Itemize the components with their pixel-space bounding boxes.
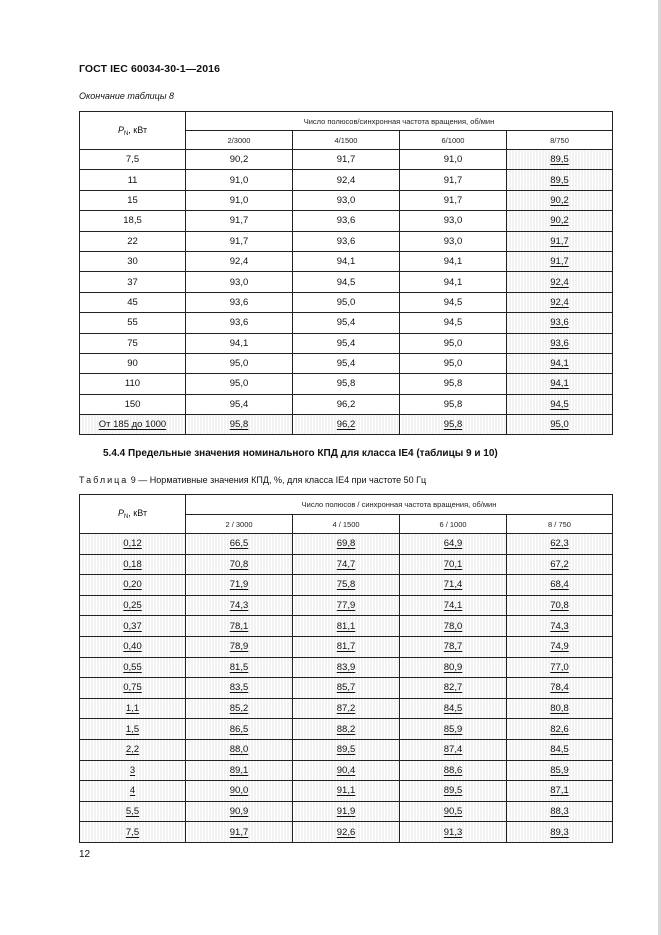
table-8 bbox=[79, 111, 613, 435]
efficiency-cell: 71,9 bbox=[186, 575, 293, 596]
column-header: 6/1000 bbox=[400, 131, 507, 150]
table-row bbox=[80, 719, 613, 740]
table-9 bbox=[79, 494, 613, 843]
efficiency-cell: 93,0 bbox=[400, 231, 507, 251]
efficiency-cell: 93,0 bbox=[293, 190, 400, 210]
column-header: 2/3000 bbox=[186, 131, 293, 150]
pole-speed-header: Число полюсов/синхронная частота вращения, об/мин bbox=[186, 112, 613, 131]
efficiency-cell: 90,2 bbox=[507, 211, 613, 231]
efficiency-cell: 92,6 bbox=[293, 822, 400, 843]
efficiency-cell: 90,2 bbox=[507, 190, 613, 210]
power-cell: 37 bbox=[80, 272, 186, 292]
power-cell: 2,2 bbox=[80, 739, 186, 760]
efficiency-cell: 89,5 bbox=[507, 170, 613, 190]
efficiency-cell: 86,5 bbox=[186, 719, 293, 740]
efficiency-cell: 68,4 bbox=[507, 575, 613, 596]
power-cell: 7,5 bbox=[80, 150, 186, 170]
column-header: 2 / 3000 bbox=[186, 515, 293, 534]
efficiency-cell: 94,5 bbox=[507, 394, 613, 414]
power-cell: 0,18 bbox=[80, 554, 186, 575]
efficiency-cell: 82,6 bbox=[507, 719, 613, 740]
efficiency-cell: 95,4 bbox=[293, 333, 400, 353]
efficiency-cell: 94,5 bbox=[400, 313, 507, 333]
section-heading: 5.4.4 Предельные значения номинального КПД для класса IE4 (таблицы 9 и 10) bbox=[103, 448, 498, 459]
efficiency-cell: 81,1 bbox=[293, 616, 400, 637]
efficiency-cell: 89,5 bbox=[293, 739, 400, 760]
table-row bbox=[80, 231, 613, 251]
efficiency-cell: 84,5 bbox=[400, 698, 507, 719]
efficiency-cell: 75,8 bbox=[293, 575, 400, 596]
power-cell: 22 bbox=[80, 231, 186, 251]
power-cell: 4 bbox=[80, 781, 186, 802]
efficiency-cell: 91,7 bbox=[400, 190, 507, 210]
efficiency-cell: 95,4 bbox=[293, 313, 400, 333]
efficiency-cell: 91,0 bbox=[186, 170, 293, 190]
power-cell: 0,20 bbox=[80, 575, 186, 596]
efficiency-cell: 83,5 bbox=[186, 678, 293, 699]
table-row bbox=[80, 374, 613, 394]
efficiency-cell: 95,0 bbox=[186, 374, 293, 394]
table-row bbox=[80, 575, 613, 596]
table-row bbox=[80, 353, 613, 373]
efficiency-cell: 90,9 bbox=[186, 801, 293, 822]
efficiency-cell: 74,7 bbox=[293, 554, 400, 575]
efficiency-cell: 92,4 bbox=[293, 170, 400, 190]
efficiency-cell: 74,9 bbox=[507, 636, 613, 657]
efficiency-cell: 88,0 bbox=[186, 739, 293, 760]
table-row bbox=[80, 394, 613, 414]
table-row bbox=[80, 678, 613, 699]
efficiency-cell: 91,1 bbox=[293, 781, 400, 802]
efficiency-cell: 85,9 bbox=[400, 719, 507, 740]
efficiency-cell: 74,1 bbox=[400, 595, 507, 616]
efficiency-cell: 85,2 bbox=[186, 698, 293, 719]
efficiency-cell: 91,9 bbox=[293, 801, 400, 822]
efficiency-cell: 70,1 bbox=[400, 554, 507, 575]
efficiency-cell: 88,6 bbox=[400, 760, 507, 781]
efficiency-cell: 82,7 bbox=[400, 678, 507, 699]
efficiency-cell: 94,5 bbox=[400, 292, 507, 312]
efficiency-cell: 70,8 bbox=[507, 595, 613, 616]
efficiency-cell: 95,8 bbox=[400, 374, 507, 394]
efficiency-cell: 96,2 bbox=[293, 415, 400, 435]
power-cell: От 185 до 1000 bbox=[80, 415, 186, 435]
efficiency-cell: 95,8 bbox=[400, 394, 507, 414]
table-row bbox=[80, 211, 613, 231]
power-cell: 150 bbox=[80, 394, 186, 414]
efficiency-cell: 95,8 bbox=[400, 415, 507, 435]
table-row bbox=[80, 554, 613, 575]
efficiency-cell: 88,2 bbox=[293, 719, 400, 740]
pn-header: $P_N$, кВт bbox=[80, 112, 186, 150]
efficiency-cell: 77,0 bbox=[507, 657, 613, 678]
table-row bbox=[80, 170, 613, 190]
efficiency-cell: 83,9 bbox=[293, 657, 400, 678]
table-row bbox=[80, 292, 613, 312]
efficiency-cell: 74,3 bbox=[507, 616, 613, 637]
power-cell: 45 bbox=[80, 292, 186, 312]
efficiency-cell: 95,4 bbox=[293, 353, 400, 373]
power-cell: 0,37 bbox=[80, 616, 186, 637]
power-cell: 5,5 bbox=[80, 801, 186, 822]
table-row bbox=[80, 313, 613, 333]
standard-title: ГОСТ IEC 60034-30-1—2016 bbox=[79, 63, 221, 75]
efficiency-cell: 91,7 bbox=[186, 231, 293, 251]
efficiency-cell: 67,2 bbox=[507, 554, 613, 575]
efficiency-cell: 95,4 bbox=[186, 394, 293, 414]
column-header: 8/750 bbox=[507, 131, 613, 150]
efficiency-cell: 90,2 bbox=[186, 150, 293, 170]
efficiency-cell: 93,0 bbox=[400, 211, 507, 231]
efficiency-cell: 94,5 bbox=[293, 272, 400, 292]
page-number: 12 bbox=[79, 849, 91, 860]
power-cell: 7,5 bbox=[80, 822, 186, 843]
power-cell: 0,12 bbox=[80, 534, 186, 555]
power-cell: 0,55 bbox=[80, 657, 186, 678]
table-row bbox=[80, 822, 613, 843]
table9-caption: Таблица 9 — Нормативные значения КПД, %, для класса IE4 при частоте 50 Гц bbox=[79, 475, 427, 485]
power-cell: 18,5 bbox=[80, 211, 186, 231]
efficiency-cell: 91,7 bbox=[293, 150, 400, 170]
efficiency-cell: 95,8 bbox=[186, 415, 293, 435]
efficiency-cell: 70,8 bbox=[186, 554, 293, 575]
efficiency-cell: 94,1 bbox=[400, 272, 507, 292]
efficiency-cell: 92,4 bbox=[186, 251, 293, 271]
table-row bbox=[80, 657, 613, 678]
power-cell: 0,25 bbox=[80, 595, 186, 616]
efficiency-cell: 92,4 bbox=[507, 272, 613, 292]
efficiency-cell: 66,5 bbox=[186, 534, 293, 555]
efficiency-cell: 93,6 bbox=[186, 313, 293, 333]
efficiency-cell: 90,5 bbox=[400, 801, 507, 822]
efficiency-cell: 95,0 bbox=[400, 353, 507, 373]
power-cell: 0,75 bbox=[80, 678, 186, 699]
efficiency-cell: 94,1 bbox=[507, 353, 613, 373]
table8-caption: Окончание таблицы 8 bbox=[79, 91, 174, 101]
table-row bbox=[80, 534, 613, 555]
efficiency-cell: 92,4 bbox=[507, 292, 613, 312]
table-row bbox=[80, 333, 613, 353]
table-row bbox=[80, 415, 613, 435]
efficiency-cell: 90,4 bbox=[293, 760, 400, 781]
efficiency-cell: 87,4 bbox=[400, 739, 507, 760]
efficiency-cell: 81,5 bbox=[186, 657, 293, 678]
table-row bbox=[80, 636, 613, 657]
efficiency-cell: 91,7 bbox=[400, 170, 507, 190]
column-header: 4/1500 bbox=[293, 131, 400, 150]
efficiency-cell: 93,6 bbox=[507, 333, 613, 353]
table-row bbox=[80, 616, 613, 637]
table-row bbox=[80, 739, 613, 760]
efficiency-cell: 91,7 bbox=[186, 211, 293, 231]
efficiency-cell: 95,0 bbox=[293, 292, 400, 312]
efficiency-cell: 95,0 bbox=[186, 353, 293, 373]
efficiency-cell: 89,5 bbox=[507, 150, 613, 170]
table9-body bbox=[80, 534, 613, 843]
efficiency-cell: 62,3 bbox=[507, 534, 613, 555]
efficiency-cell: 64,9 bbox=[400, 534, 507, 555]
efficiency-cell: 93,6 bbox=[186, 292, 293, 312]
table-row bbox=[80, 150, 613, 170]
power-cell: 30 bbox=[80, 251, 186, 271]
efficiency-cell: 94,1 bbox=[186, 333, 293, 353]
efficiency-cell: 81,7 bbox=[293, 636, 400, 657]
power-cell: 15 bbox=[80, 190, 186, 210]
efficiency-cell: 89,1 bbox=[186, 760, 293, 781]
power-cell: 110 bbox=[80, 374, 186, 394]
pn-header: $P_N$, кВт bbox=[80, 495, 186, 534]
efficiency-cell: 78,0 bbox=[400, 616, 507, 637]
power-cell: 11 bbox=[80, 170, 186, 190]
efficiency-cell: 78,9 bbox=[186, 636, 293, 657]
table-row bbox=[80, 272, 613, 292]
efficiency-cell: 80,9 bbox=[400, 657, 507, 678]
efficiency-cell: 95,8 bbox=[293, 374, 400, 394]
efficiency-cell: 87,2 bbox=[293, 698, 400, 719]
power-cell: 1,5 bbox=[80, 719, 186, 740]
efficiency-cell: 85,9 bbox=[507, 760, 613, 781]
efficiency-cell: 84,5 bbox=[507, 739, 613, 760]
efficiency-cell: 80,8 bbox=[507, 698, 613, 719]
efficiency-cell: 87,1 bbox=[507, 781, 613, 802]
efficiency-cell: 91,0 bbox=[400, 150, 507, 170]
efficiency-cell: 78,1 bbox=[186, 616, 293, 637]
table-row bbox=[80, 760, 613, 781]
efficiency-cell: 89,3 bbox=[507, 822, 613, 843]
power-cell: 3 bbox=[80, 760, 186, 781]
power-cell: 0,40 bbox=[80, 636, 186, 657]
efficiency-cell: 93,6 bbox=[293, 211, 400, 231]
pole-speed-header: Число полюсов / синхронная частота вращения, об/мин bbox=[186, 495, 613, 515]
efficiency-cell: 95,0 bbox=[507, 415, 613, 435]
efficiency-cell: 90,0 bbox=[186, 781, 293, 802]
power-cell: 55 bbox=[80, 313, 186, 333]
table-row bbox=[80, 251, 613, 271]
efficiency-cell: 88,3 bbox=[507, 801, 613, 822]
efficiency-cell: 91,0 bbox=[186, 190, 293, 210]
efficiency-cell: 94,1 bbox=[293, 251, 400, 271]
table-row bbox=[80, 698, 613, 719]
efficiency-cell: 91,3 bbox=[400, 822, 507, 843]
table-row bbox=[80, 595, 613, 616]
efficiency-cell: 78,7 bbox=[400, 636, 507, 657]
table-row bbox=[80, 801, 613, 822]
efficiency-cell: 91,7 bbox=[507, 251, 613, 271]
column-header: 4 / 1500 bbox=[293, 515, 400, 534]
efficiency-cell: 71,4 bbox=[400, 575, 507, 596]
efficiency-cell: 96,2 bbox=[293, 394, 400, 414]
efficiency-cell: 95,0 bbox=[400, 333, 507, 353]
efficiency-cell: 69,8 bbox=[293, 534, 400, 555]
efficiency-cell: 93,6 bbox=[507, 313, 613, 333]
efficiency-cell: 74,3 bbox=[186, 595, 293, 616]
column-header: 6 / 1000 bbox=[400, 515, 507, 534]
efficiency-cell: 91,7 bbox=[186, 822, 293, 843]
efficiency-cell: 77,9 bbox=[293, 595, 400, 616]
efficiency-cell: 91,7 bbox=[507, 231, 613, 251]
efficiency-cell: 93,0 bbox=[186, 272, 293, 292]
power-cell: 1,1 bbox=[80, 698, 186, 719]
table-row bbox=[80, 781, 613, 802]
column-header: 8 / 750 bbox=[507, 515, 613, 534]
power-cell: 75 bbox=[80, 333, 186, 353]
efficiency-cell: 89,5 bbox=[400, 781, 507, 802]
efficiency-cell: 78,4 bbox=[507, 678, 613, 699]
efficiency-cell: 94,1 bbox=[400, 251, 507, 271]
table-row bbox=[80, 190, 613, 210]
table8-body bbox=[80, 150, 613, 435]
power-cell: 90 bbox=[80, 353, 186, 373]
efficiency-cell: 94,1 bbox=[507, 374, 613, 394]
efficiency-cell: 93,6 bbox=[293, 231, 400, 251]
efficiency-cell: 85,7 bbox=[293, 678, 400, 699]
